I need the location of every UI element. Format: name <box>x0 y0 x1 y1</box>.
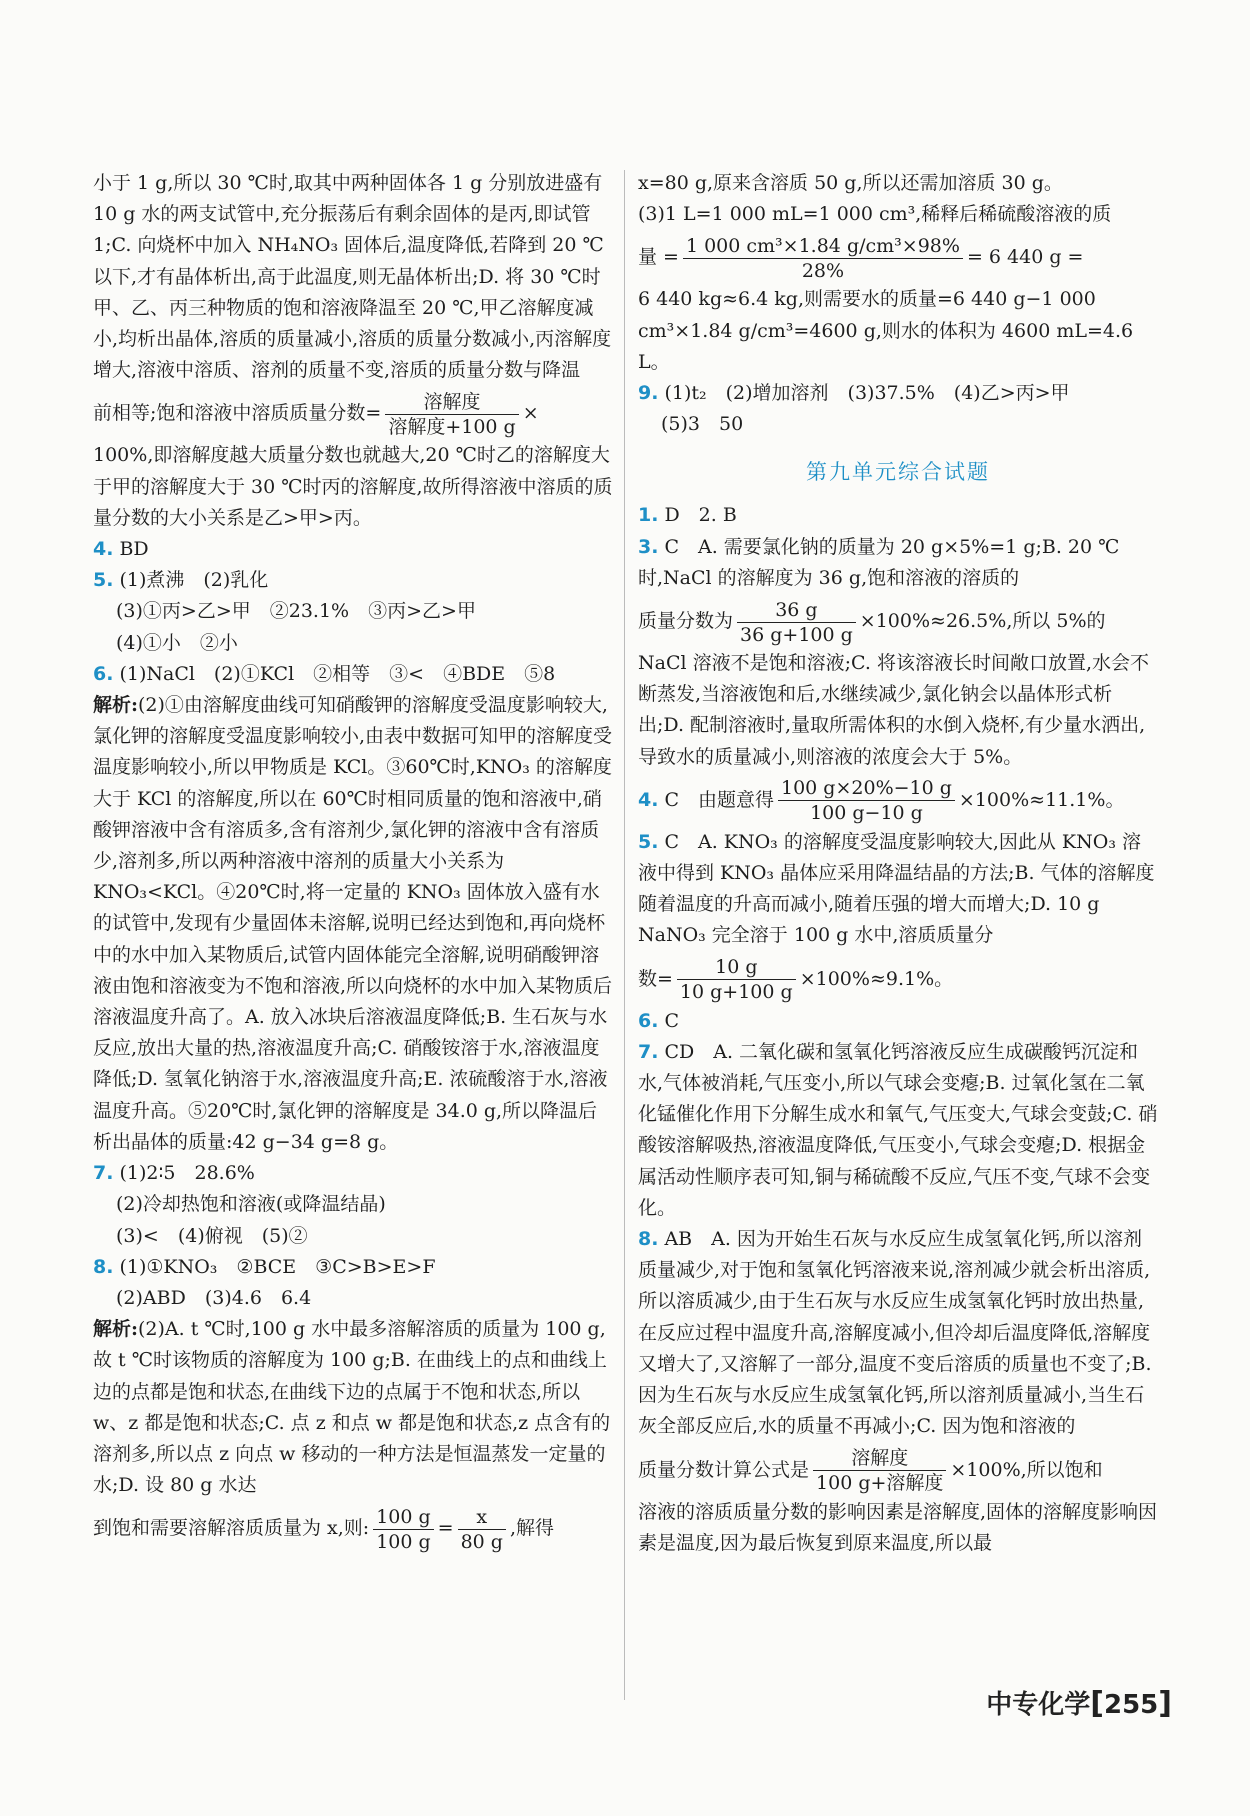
analysis-paragraph <box>93 690 613 1158</box>
answer-text: C A. 需要氯化钠的质量为 20 g×5%=1 g;B. 20 ℃时,NaCl 的溶解度为 36 g,饱和溶液的溶质的 <box>638 535 1120 589</box>
answer-line: (3)< (4)俯视 (5)② <box>116 1224 308 1247</box>
fraction-denominator: 100 g−10 g <box>810 802 923 825</box>
answer-line: (3)①丙>乙>甲 ②23.1% ③丙>乙>甲 <box>116 600 476 623</box>
formula-text: 质量分数为 <box>638 610 734 633</box>
answer-text: CD A. 二氧化碳和氢氧化钙溶液反应生成碳酸钙沉淀和水,气体被消耗,气压变小,所以气球会变瘪;B. 过氧化氢在二氧化锰催化作用下分解生成水和氧气,气压变大,气球会变鼓;C. 硝酸铵溶解吸热,溶液温度降低,气压变小,气球会变瘪;D. 根据金属活动性顺序表可知,铜与稀硫酸不反应,气压不变,气球不会变化。 <box>638 1040 1158 1219</box>
question-number: 1. <box>638 504 659 527</box>
formula-text: C 由题意得 <box>664 788 774 811</box>
answer-line: (4)①小 ②小 <box>116 631 238 654</box>
formula-text: ×100%≈9.1%。 <box>799 967 954 990</box>
fraction-numerator: 溶解度 <box>813 1446 946 1471</box>
question-number: 7. <box>93 1162 114 1185</box>
analysis-text: (2)A. t ℃时,100 g 水中最多溶解溶质的质量为 100 g,故 t ℃时该物质的溶解度为 100 g;B. 在曲线上的点和曲线上边的点都是饱和状态,在曲线下边的点属于不饱和状态,所以 w、z 都是饱和状态;C. 点 z 和点 w 都是饱和状态,z 点含有的溶剂多,所以点 z 向点 w 移动的一种方法是恒温蒸发一定量的水;D. 设 80 g 水达 <box>93 1318 611 1497</box>
paragraph: NaCl 溶液不是饱和溶液;C. 将该溶液长时间敞口放置,水会不断蒸发,当溶液饱和后,水继续减少,氯化钠会以晶体形式析出;D. 配制溶液时,量取所需体积的水倒入烧杯,有少量水洒出,导致水的质量减小,则溶液的浓度会大于 5%。 <box>638 652 1149 768</box>
paragraph: 溶液的溶质质量分数的影响因素是溶解度,固体的溶解度影响因素是温度,因为最后恢复到原来温度,所以最 <box>638 1500 1158 1554</box>
answer-line: (2)冷却热饱和溶液(或降温结晶) <box>116 1193 386 1216</box>
formula-text: ,解得 <box>509 1517 555 1540</box>
fraction-numerator: 1 000 cm³×1.84 g/cm³×98% <box>683 234 963 259</box>
formula-text: ×100%≈26.5%,所以 5%的 <box>859 610 1106 633</box>
answer-line: (5)3 50 <box>661 413 744 436</box>
answer-text: C <box>664 1009 679 1032</box>
formula-line <box>93 386 613 440</box>
footer-subject: 中专化学 <box>986 1690 1091 1720</box>
answer-text: (1)①KNO₃ ②BCE ③C>B>E>F <box>119 1255 436 1278</box>
left-column <box>93 168 613 1555</box>
question-number: 8. <box>638 1228 659 1251</box>
formula-text: 数= <box>638 967 673 990</box>
question-answer <box>638 827 1158 952</box>
question-number: 6. <box>93 662 114 685</box>
question-answer <box>638 1224 1158 1442</box>
question-answer <box>638 532 1158 594</box>
page-number: 255 <box>1104 1690 1159 1720</box>
answer-text: C A. KNO₃ 的溶解度受温度影响较大,因此从 KNO₃ 溶液中得到 KNO₃ 晶体应采用降温结晶的方法;B. 气体的溶解度随着温度的升高而减小,随着压强的增大而增大;D. 10 g NaNO₃ 完全溶于 100 g 水中,溶质质量分 <box>638 830 1155 947</box>
answer-line: (2)ABD (3)4.6 6.4 <box>116 1286 312 1309</box>
question-number: 6. <box>638 1009 659 1032</box>
fraction-numerator: 溶解度 <box>385 390 518 415</box>
question-number: 4. <box>638 788 659 811</box>
analysis-paragraph <box>93 1314 613 1501</box>
formula-text: ×100%≈11.1%。 <box>958 788 1125 811</box>
answer-text: BD <box>119 538 149 561</box>
formula-text: ×100%,所以饱和 <box>950 1458 1103 1481</box>
question-answer <box>93 659 613 690</box>
question-answer <box>638 500 1158 531</box>
question-answer <box>638 378 1158 409</box>
analysis-text: (2)①由溶解度曲线可知硝酸钾的溶解度受温度影响较大,氯化钾的溶解度受温度影响较小,由表中数据可知甲的溶解度受温度影响较小,所以甲物质是 KCl。③60℃时,KNO₃ 的溶解度大于 KCl 的溶解度,所以在 60℃时相同质量的饱和溶液中,硝酸钾溶液中含有溶质多,含有溶剂少,氯化钾的溶液中含有溶质少,溶剂多,所以两种溶液中溶剂的质量大小关系为 KNO₃<KCl。④20℃时,将一定量的 KNO₃ 固体放入盛有水的试管中,发现有少量固体未溶解,说明已经达到饱和,再向烧杯中的水中加入某物质后,试管内固体能完全溶解,说明硝酸钾溶液由饱和溶液变为不饱和溶液,所以向烧杯的水中加入某物质后溶液温度升高了。A. 放入冰块后溶液温度降低;B. 生石灰与水反应,放出大量的热,溶液温度升高;C. 硝酸铵溶于水,溶液温度降低;D. 氢氧化钠溶于水,溶液温度升高;E. 浓硫酸溶于水,溶液温度升高。⑤20℃时,氯化钾的溶解度是 34.0 g,所以降温后析出晶体的质量:42 g−34 g=8 g。 <box>93 694 613 1153</box>
question-answer <box>93 1158 613 1189</box>
fraction-denominator: 溶解度+100 g <box>388 415 516 438</box>
fraction <box>385 390 518 439</box>
question-number: 8. <box>93 1255 114 1278</box>
question-answer <box>93 534 613 565</box>
paragraph: x=80 g,原来含溶质 50 g,所以还需加溶质 30 g。 <box>638 172 1063 194</box>
question-number: 5. <box>638 830 659 853</box>
formula-line <box>638 1443 1158 1497</box>
question-answer <box>93 1252 613 1283</box>
fraction-numerator: 36 g <box>737 598 856 623</box>
answer-text: (1)t₂ (2)增加溶剂 (3)37.5% (4)乙>丙>甲 <box>664 382 1070 405</box>
question-answer <box>93 565 613 596</box>
fraction-numerator: 10 g <box>677 955 796 980</box>
question-number: 3. <box>638 535 659 558</box>
analysis-label: 解析: <box>93 1318 139 1341</box>
column-divider <box>624 170 625 1700</box>
fraction <box>677 955 796 1004</box>
fraction <box>737 598 856 647</box>
answer-text: D 2. B <box>664 504 737 527</box>
fraction <box>373 1505 433 1554</box>
fraction <box>458 1505 506 1554</box>
fraction-numerator: x <box>458 1505 506 1530</box>
formula-text: 质量分数计算公式是 <box>638 1458 810 1481</box>
answer-text: (1)煮沸 (2)乳化 <box>119 569 269 592</box>
answer-text: (1)NaCl (2)①KCl ②相等 ③< ④BDE ⑤8 <box>119 662 556 685</box>
paragraph: 6 440 kg≈6.4 kg,则需要水的质量=6 440 g−1 000 cm³×1.84 g/cm³=4600 g,则水的体积为 4600 mL=4.6 L。 <box>638 288 1134 373</box>
fraction-denominator: 100 g <box>376 1530 431 1553</box>
question-answer <box>638 773 1158 827</box>
answer-text: AB A. 因为开始生石灰与水反应生成氢氧化钙,所以溶剂质量减少,对于饱和氢氧化钙溶液来说,溶剂减少就会析出溶质,所以溶质减少,由于生石灰与水反应生成氢氧化钙时放出热量,在反应过程中温度升高,溶解度减小,但冷却后温度降低,溶解度又增大了,又溶解了一部分,温度不变后溶质的质量也不变了;B. 因为生石灰与水反应生成氢氧化钙,所以溶剂质量减小,当生石灰全部反应后,水的质量不再减小;C. 因为饱和溶液的 <box>638 1228 1152 1438</box>
formula-line <box>638 952 1158 1006</box>
question-number: 9. <box>638 382 659 405</box>
fraction-denominator: 36 g+100 g <box>740 623 853 646</box>
paragraph: 100%,即溶解度越大质量分数也就越大,20 ℃时乙的溶解度大于甲的溶解度大于 30 ℃时丙的溶解度,故所得溶液中溶质的质量分数的大小关系是乙>甲>丙。 <box>93 444 613 529</box>
answer-text: (1)2∶5 28.6% <box>119 1162 255 1185</box>
fraction <box>778 776 955 825</box>
page-footer: 中专化学[255] <box>986 1686 1172 1721</box>
fraction-denominator: 28% <box>801 259 845 282</box>
right-column <box>638 168 1158 1559</box>
formula-text: 量 = <box>638 246 679 269</box>
formula-text: × <box>522 402 539 425</box>
formula-line <box>93 1501 613 1555</box>
question-answer <box>638 1006 1158 1037</box>
formula-line <box>638 230 1158 284</box>
formula-text: 前相等;饱和溶液中溶质质量分数= <box>93 402 382 425</box>
formula-line <box>638 594 1158 648</box>
fraction-denominator: 100 g+溶解度 <box>816 1472 944 1494</box>
formula-text: 到饱和需要溶解溶质质量为 x,则: <box>93 1517 370 1540</box>
fraction-numerator: 100 g <box>373 1505 433 1530</box>
formula-text: = <box>437 1517 454 1540</box>
fraction <box>813 1446 946 1495</box>
fraction <box>683 234 963 283</box>
question-number: 4. <box>93 538 114 561</box>
question-number: 7. <box>638 1040 659 1063</box>
question-number: 5. <box>93 569 114 592</box>
paragraph: (3)1 L=1 000 mL=1 000 cm³,稀释后稀硫酸溶液的质 <box>638 203 1112 226</box>
fraction-denominator: 80 g <box>460 1530 503 1553</box>
analysis-label: 解析: <box>93 694 139 717</box>
question-answer <box>638 1037 1158 1224</box>
fraction-numerator: 100 g×20%−10 g <box>778 776 955 801</box>
paragraph: 小于 1 g,所以 30 ℃时,取其中两种固体各 1 g 分别放进盛有 10 g 水的两支试管中,充分振荡后有剩余固体的是丙,即试管 1;C. 向烧杯中加入 NH₄NO₃ 固体后,温度降低,若降到 20 ℃以下,才有晶体析出,高于此温度,则无晶体析出;D. 将 30 ℃时甲、乙、丙三种物质的饱和溶液降温至 20 ℃,甲乙溶解度减小,均析出晶体,溶质的质量减小,溶质的质量分数减小,丙溶解度增大,溶液中溶质、溶剂的质量不变,溶质的质量分数与降温 <box>93 172 612 382</box>
fraction-denominator: 10 g+100 g <box>679 981 793 1004</box>
formula-text: = 6 440 g = <box>966 246 1084 269</box>
section-title: 第九单元综合试题 <box>806 460 990 485</box>
